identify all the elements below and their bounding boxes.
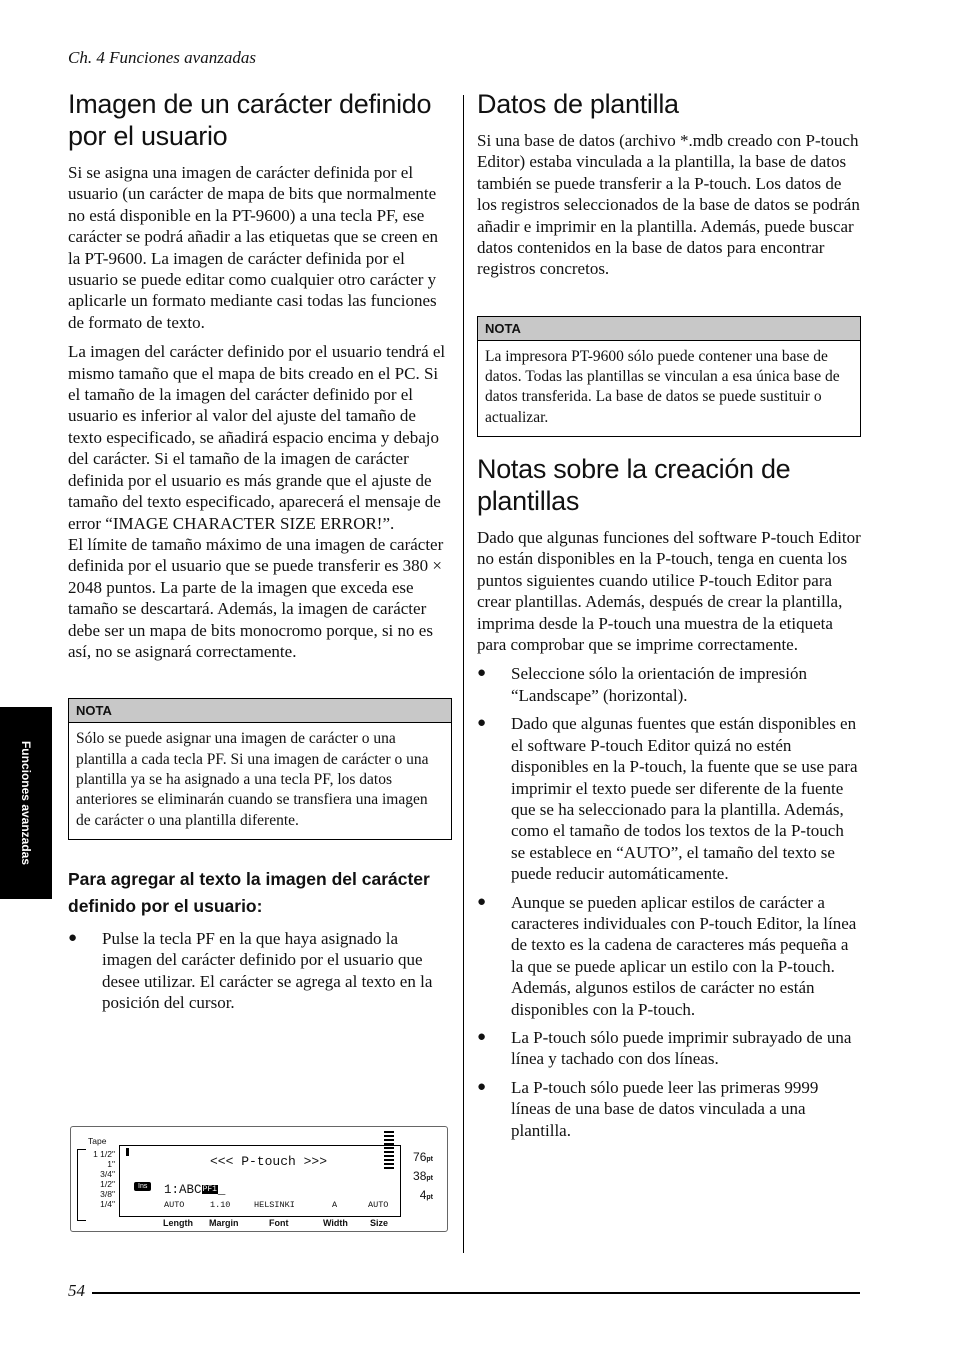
right-column <box>477 88 861 1148</box>
lcd-screen: <<< P-touch >>> Ins 1:ABCPF1_ AUTO 1.10 HELSINKI A AUTO <box>119 1145 401 1217</box>
lcd-text-line: 1:ABCPF1_ <box>164 1183 226 1197</box>
procedure-subtitle: Para agregar al texto la imagen del carácter definido por el usuario: <box>68 868 430 916</box>
list-item: ● Pulse la tecla PF en la que haya asignado la imagen del carácter definido por el usuario que desee utilizar. El carácter se agrega al texto en la posición del cursor. <box>68 928 433 1013</box>
lcd-size-scale: 76pt 38pt 4pt <box>413 1150 433 1202</box>
list-item: ● Dado que algunas fuentes que están disponibles en el software P-touch Editor quizá no estén disponibles en la P-touch, la fuente que se use para imprimir el texto puede ser diferente de la fuente que se ha seleccionado para la plantilla. Además, como el tamaño de todos los textos de la P-touch se establece en “AUTO”, el tamaño del texto se puede reducir automáticamente. <box>477 714 858 884</box>
section-title-user-character: Imagen de un carácter definido por el usuario <box>68 89 432 151</box>
bullet-icon: ● <box>477 715 487 732</box>
size-bars-icon <box>384 1131 394 1175</box>
list-item: ● La P-touch sólo puede leer las primeras 9999 líneas de una base de datos vinculada a una plantilla. <box>477 1077 819 1140</box>
note-box <box>68 698 452 839</box>
column-divider <box>463 95 464 1253</box>
footer-rule <box>92 1292 860 1294</box>
left-column <box>68 88 452 1020</box>
page-number: 54 <box>68 1281 85 1300</box>
note-label: NOTA <box>478 317 860 341</box>
note-text: Sólo se puede asignar una imagen de carácter o una plantilla a cada tecla PF. Si una imagen de carácter o una plantilla ya se ha asignado a una tecla PF, los datos anteriores se eliminarán cuando se transfiera una imagen de carácter o una plantilla diferente. <box>76 730 429 829</box>
bullet-icon: ● <box>477 1028 487 1045</box>
note-box <box>477 316 861 437</box>
paragraph: Si una base de datos (archivo *.mdb creado con P-touch Editor) estaba vinculada a la plantilla, la base de datos también se puede transferir a la P-touch. Los datos de los registros seleccionados de la base de datos se podrán añadir e imprimir en la plantilla. Además, puede buscar datos contenidos en la base de datos para encontrar registros concretos. <box>477 131 860 279</box>
bullet-icon: ● <box>477 893 487 910</box>
paragraph: Dado que algunas funciones del software P-touch Editor no están disponibles en la P-touch, tenga en cuenta los puntos siguientes cuando utilice P-touch Editor para crear plantillas. Además, después de crear la plantilla, imprima desde la P-touch una muestra de la etiqueta para comprobar que se imprime correctamente. <box>477 528 861 655</box>
lcd-title: <<< P-touch >>> <box>210 1154 328 1169</box>
bullet-icon: ● <box>477 665 487 682</box>
bullet-icon: ● <box>68 929 78 946</box>
section-title-template-notes: Notas sobre la creación de plantillas <box>477 454 791 517</box>
list-item: ● La P-touch sólo puede imprimir subrayado de una línea y tachado con dos líneas. <box>477 1027 852 1069</box>
list-item: ● Seleccione sólo la orientación de impresión “Landscape” (horizontal). <box>477 664 807 705</box>
bullet-list <box>477 663 861 1141</box>
lcd-display-illustration: Tape 1 1/2" 1" 3/4" 1/2" 3/8" 1/4" <<< P-touch >>> Ins 1:ABCPF1_ AUTO 1.10 HELSINKI A AUTO 76pt 38pt 4pt Length Margin Font Width Size <box>70 1126 448 1232</box>
section-title-template-data: Datos de plantilla <box>477 89 679 119</box>
cursor-indicator-icon <box>126 1148 129 1156</box>
bullet-icon: ● <box>477 1078 487 1095</box>
side-tab-label: Funciones avanzadas <box>19 740 33 866</box>
pf-character-icon: PF1 <box>202 1185 217 1195</box>
tape-scale: 1 1/2" 1" 3/4" 1/2" 3/8" 1/4" <box>93 1149 115 1209</box>
list-item: ● Aunque se pueden aplicar estilos de carácter a caracteres individuales con P-touch Editor, la línea de texto es la cadena de caracteres más pequeña a la que se puede aplicar un estilo con la P-touch. Además, algunos estilos de carácter no están disponibles con la P-touch. <box>477 892 857 1019</box>
side-section-tab <box>0 707 52 899</box>
paragraph: El límite de tamaño máximo de una imagen de carácter definida por el usuario que se puede transferir es 380 × 2048 puntos. La parte de la imagen que exceda ese tamaño se descartará. Además, la imagen de carácter debe ser un mapa de bits monocromo porque, si no es así, no se asignará correctamente. <box>68 534 444 661</box>
note-text: La impresora PT-9600 sólo puede contener una base de datos. Todas las plantillas se vinculan a esa única base de datos transferida. La base de datos se puede sustituir o actualizar. <box>485 347 840 426</box>
note-label: NOTA <box>69 699 451 723</box>
paragraph: Si se asigna una imagen de carácter definida por el usuario (un carácter de mapa de bits que normalmente no está disponible en la PT-9600) a una tecla PF, ese carácter se podrá añadir a las etiquetas que se creen en la PT-9600. La imagen de carácter definida por el usuario se puede editar como cualquier otro carácter y aplicarle un formato mediante casi todas las funciones de formato de texto. <box>68 163 439 332</box>
lcd-tape-label: Tape <box>88 1136 107 1146</box>
bullet-list <box>68 928 452 1014</box>
paragraph: La imagen del carácter definido por el usuario tendrá el mismo tamaño que el mapa de bits creado en el PC. Si el tamaño de la imagen del carácter definido por el usuario es inferior al valor del ajuste del tamaño de texto especificado, se añadirá espacio encima y debajo del carácter. Si el tamaño de la imagen de carácter definida por el usuario es más grande que el ajuste de tamaño del texto especificado, aparecerá el mensaje de error “IMAGE CHARACTER SIZE ERROR!”. <box>68 342 446 533</box>
insert-mode-badge: Ins <box>134 1182 151 1191</box>
chapter-header: Ch. 4 Funciones avanzadas <box>68 48 256 67</box>
